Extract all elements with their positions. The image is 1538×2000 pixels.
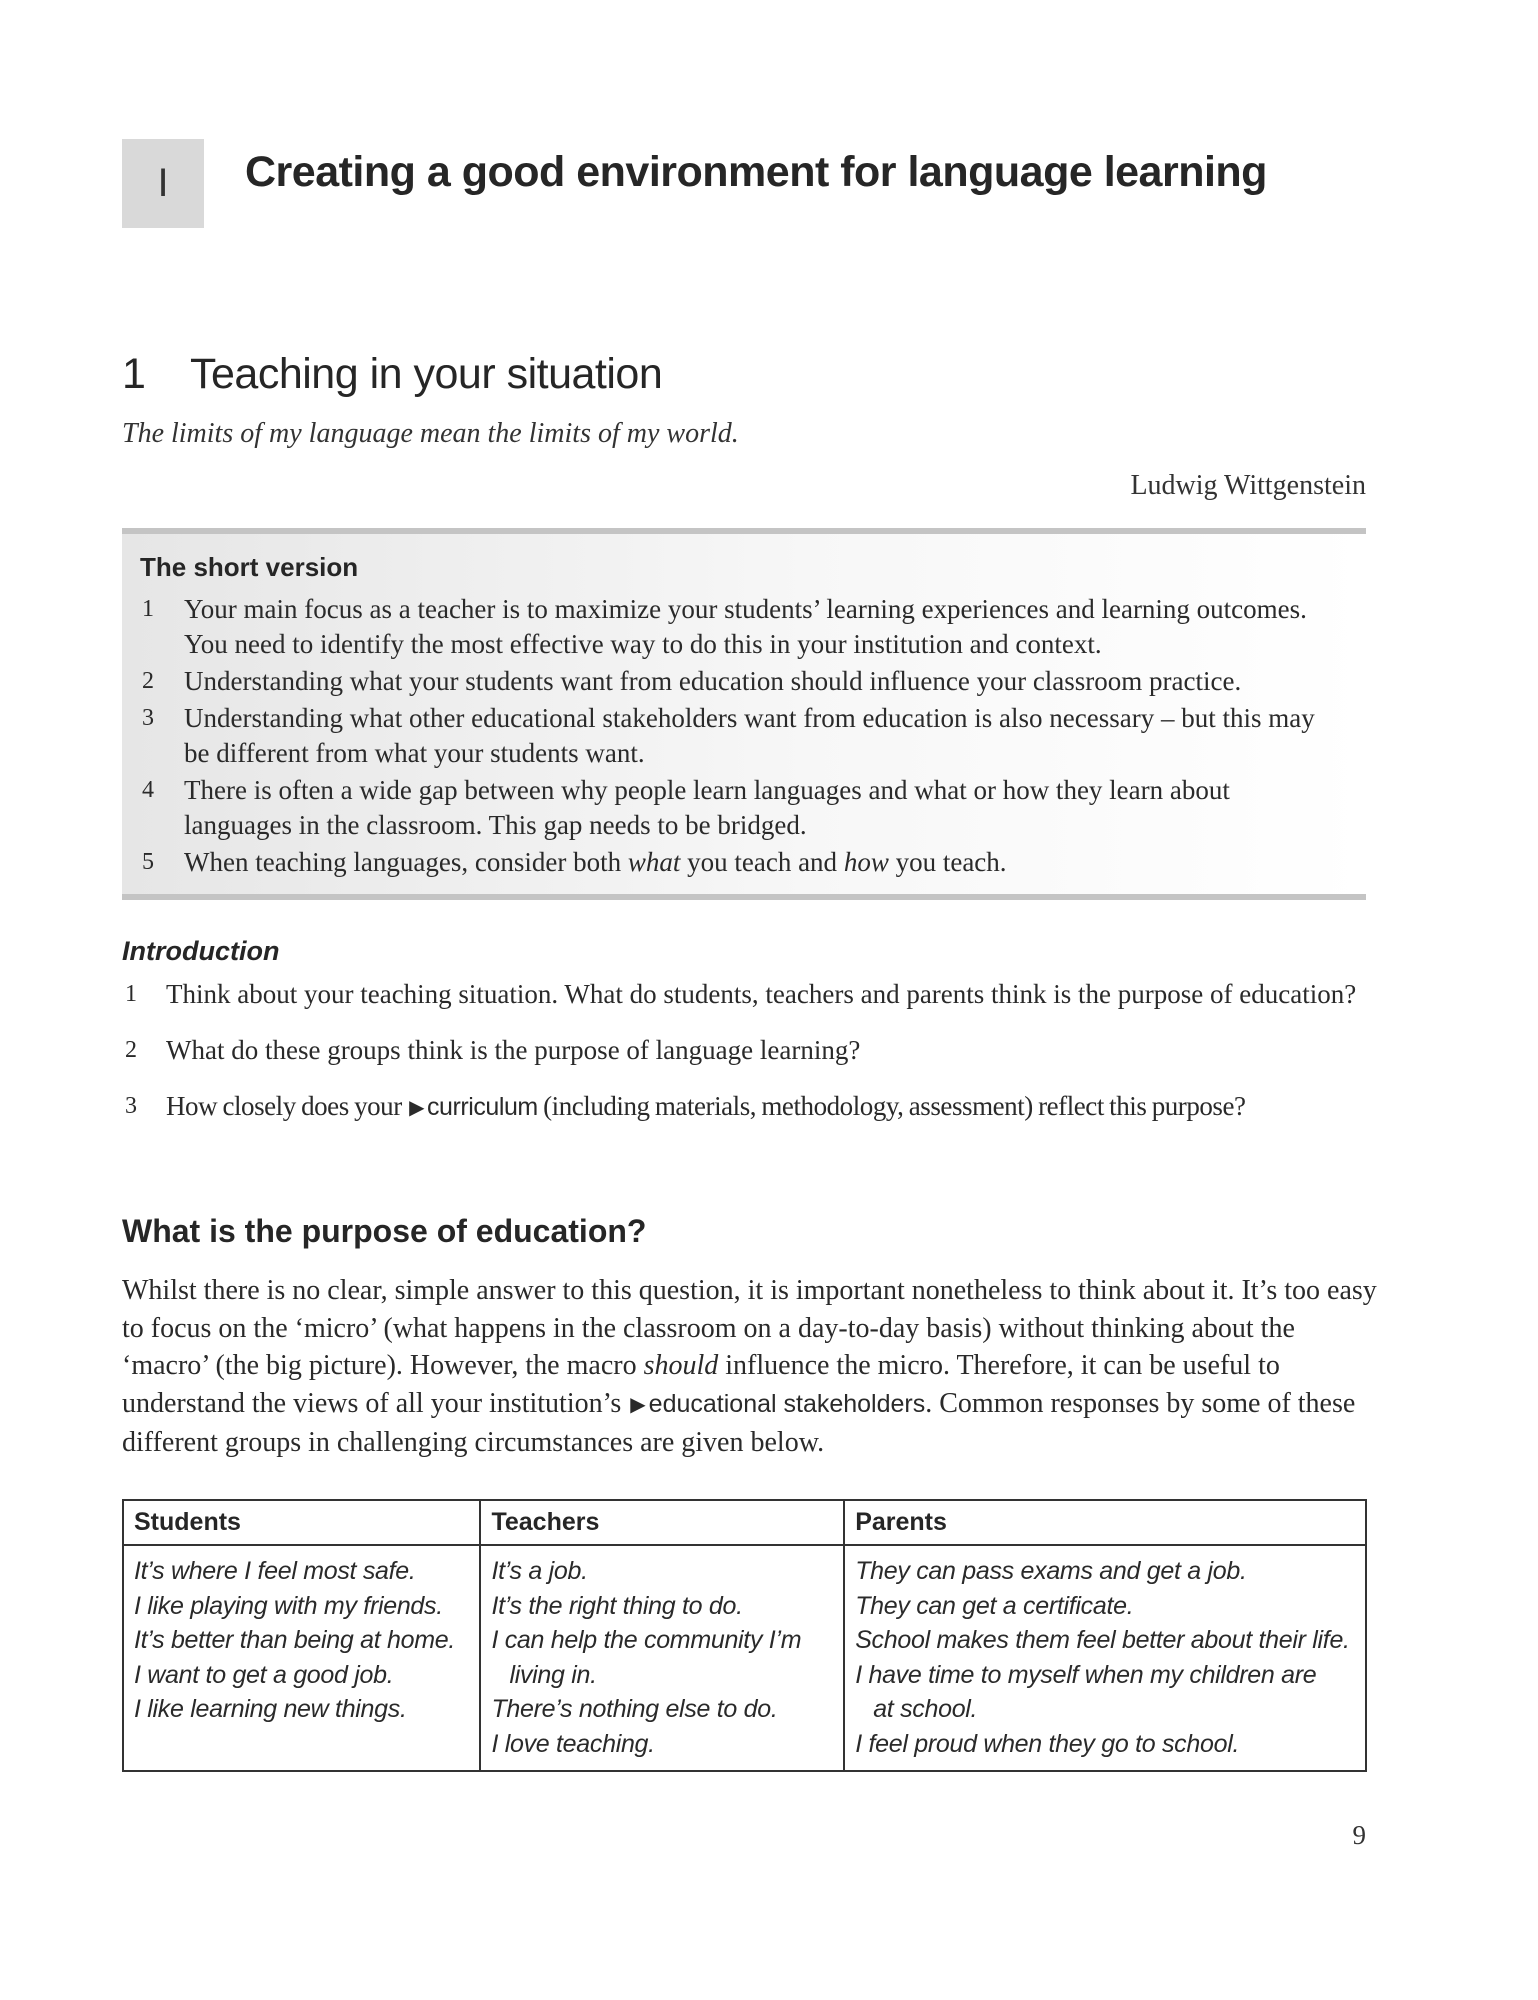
- glossary-term: curriculum: [427, 1093, 538, 1121]
- list-item: [122, 976, 1372, 1012]
- response-line: I love teaching.: [491, 1729, 655, 1758]
- item-number: 3: [142, 705, 154, 731]
- list-item: [140, 592, 1340, 662]
- list-item: [140, 701, 1340, 771]
- response-line: They can pass exams and get a job.: [855, 1557, 1247, 1585]
- item-number: 2: [142, 668, 154, 694]
- item-number: 5: [142, 849, 154, 875]
- response-line: They can get a certificate.: [855, 1591, 1134, 1620]
- response-line: I like learning new things.: [134, 1695, 407, 1724]
- response-line: It’s a job.: [491, 1557, 588, 1585]
- epigraph-author: Ludwig Wittgenstein: [1130, 470, 1366, 501]
- table-row: [123, 1545, 1366, 1771]
- short-version-title: The short version: [140, 552, 359, 582]
- response-line: It’s where I feel most safe.: [134, 1557, 416, 1585]
- table-header-row: [123, 1500, 1366, 1545]
- part-number: I: [157, 161, 169, 205]
- response-line: It’s better than being at home.: [134, 1626, 456, 1655]
- glossary-term: educational stakeholders: [648, 1389, 926, 1418]
- paragraph-text: . Common responses by some of these different groups in challenging circumstances are given below.: [122, 1387, 1356, 1459]
- item-text-part: you teach and: [680, 847, 844, 877]
- item-number: 1: [125, 981, 137, 1007]
- chapter-number: 1: [122, 350, 146, 398]
- item-text-part: (including materials, methodology, assessment) reflect this purpose?: [537, 1091, 1246, 1121]
- item-text: [166, 1088, 1372, 1126]
- part-number-box: [122, 139, 204, 228]
- response-line: I have time to myself when my children are: [855, 1660, 1317, 1689]
- response-line: living in.: [509, 1660, 597, 1689]
- responses-table: [122, 1499, 1367, 1772]
- part-title: Creating a good environment for language learning: [245, 148, 1267, 196]
- response-line: I want to get a good job.: [134, 1660, 394, 1689]
- body-paragraph: [122, 1272, 1382, 1462]
- chapter-title: [122, 350, 662, 399]
- item-emphasis: what: [627, 847, 681, 877]
- epigraph-quote: The limits of my language mean the limits of my world.: [122, 418, 739, 449]
- item-text: Understanding what other educational stakeholders want from education is also necessary – but this may be different from what your students want.: [184, 703, 1315, 768]
- section-title: What is the purpose of education?: [122, 1213, 647, 1249]
- item-emphasis: how: [843, 847, 889, 877]
- item-text: What do these groups think is the purpose of language learning?: [166, 1035, 861, 1065]
- glossary-arrow-icon: ▶: [409, 1097, 424, 1119]
- list-item: [140, 845, 1340, 880]
- teachers-cell: [480, 1545, 844, 1771]
- item-text: [184, 845, 1340, 880]
- introduction-title: Introduction: [122, 936, 280, 966]
- item-number: 3: [125, 1093, 137, 1119]
- response-line: at school.: [873, 1695, 978, 1724]
- header-students: Students: [123, 1500, 480, 1545]
- item-text-part: How closely does your: [166, 1091, 408, 1121]
- paragraph-text: Whilst there is no clear, simple answer to this question, it is important nonetheless to think about it. It’s too easy to focus on the ‘micro’ (what happens in the classroom on a day-to-day basis) without thinking about the ‘macro’ (the big picture). However, the macro: [122, 1275, 1377, 1382]
- paragraph-emphasis: should: [643, 1350, 719, 1382]
- response-line: I like playing with my friends.: [134, 1591, 443, 1620]
- page-number: 9: [1352, 1820, 1366, 1850]
- list-item: [140, 773, 1340, 843]
- item-text-part: you teach.: [888, 847, 1007, 877]
- list-item: [122, 1032, 1372, 1068]
- students-cell: [123, 1545, 480, 1771]
- item-text: Understanding what your students want from education should influence your classroom practice.: [184, 666, 1242, 696]
- short-version-box: [122, 528, 1366, 900]
- list-item: [122, 1088, 1372, 1126]
- item-number: 4: [142, 777, 154, 803]
- short-version-list: [140, 592, 1340, 882]
- item-text: Your main focus as a teacher is to maximize your students’ learning experiences and learning outcomes. You need to identify the most effective way to do this in your institution and context.: [184, 594, 1307, 659]
- response-line: School makes them feel better about their life.: [855, 1626, 1350, 1655]
- chapter-title-text: Teaching in your situation: [190, 350, 663, 398]
- item-number: 2: [125, 1037, 137, 1063]
- item-text: Think about your teaching situation. What do students, teachers and parents think is the purpose of education?: [166, 979, 1357, 1009]
- item-text: There is often a wide gap between why people learn languages and what or how they learn about languages in the classroom. This gap needs to be bridged.: [184, 775, 1230, 840]
- introduction-list: [122, 976, 1372, 1146]
- header-parents: Parents: [844, 1500, 1366, 1545]
- parents-cell: [844, 1545, 1366, 1771]
- glossary-arrow-icon: ▶: [630, 1393, 646, 1416]
- response-line: It’s the right thing to do.: [491, 1591, 743, 1620]
- response-line: I can help the community I’m: [491, 1626, 802, 1655]
- item-text-part: When teaching languages, consider both: [184, 847, 628, 877]
- item-number: 1: [142, 596, 154, 622]
- list-item: [140, 664, 1340, 699]
- header-teachers: Teachers: [480, 1500, 844, 1545]
- response-line: I feel proud when they go to school.: [855, 1729, 1240, 1758]
- paragraph-text: influence the micro. Therefore, it can be useful to understand the views of all your institution’s: [122, 1350, 1280, 1419]
- response-line: There’s nothing else to do.: [491, 1695, 778, 1724]
